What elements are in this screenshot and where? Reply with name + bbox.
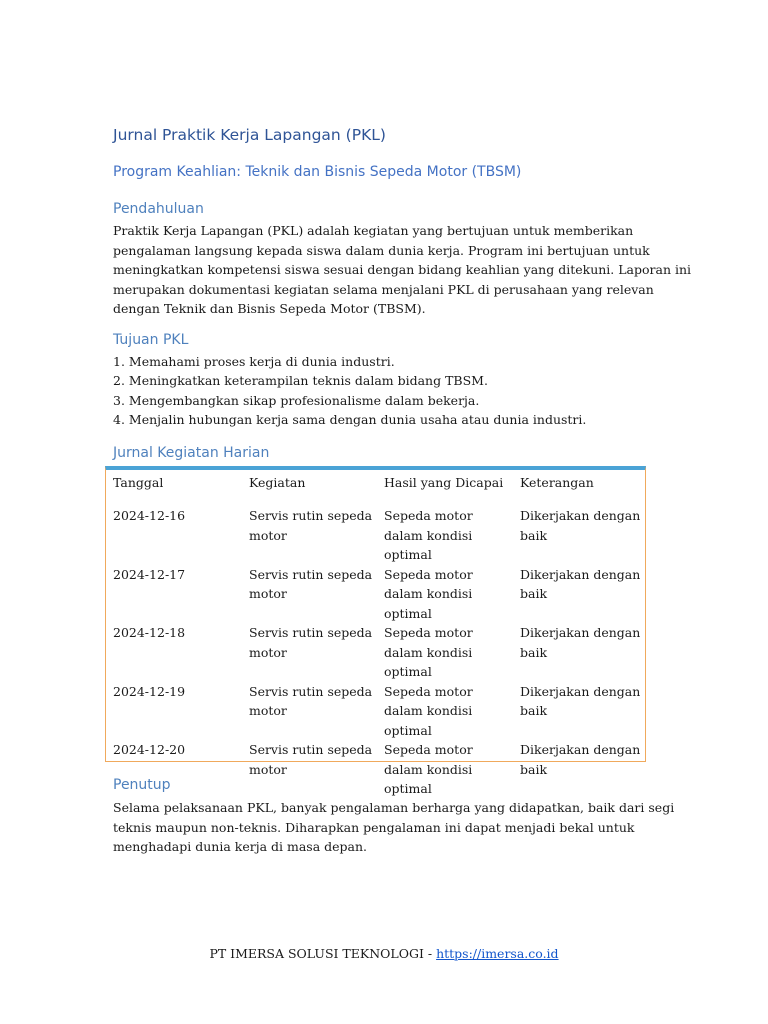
cell-activity: Servis rutin sepeda motor xyxy=(249,742,373,777)
closing-paragraph xyxy=(113,798,675,857)
cell-date: 2024-12-18 xyxy=(113,625,186,640)
column-header: Kegiatan xyxy=(249,475,306,490)
cell-note: Dikerjakan dengan baik xyxy=(520,566,641,601)
cell-note: Dikerjakan dengan baik xyxy=(520,508,641,543)
closing-heading: Penutup xyxy=(113,777,171,793)
goals-list xyxy=(113,352,586,430)
closing-line: Selama pelaksanaan PKL, banyak pengalaman berharga yang didapatkan, baik dari segi xyxy=(113,800,675,815)
cell-note: Dikerjakan dengan baik xyxy=(520,742,641,777)
cell-note: Dikerjakan dengan baik xyxy=(520,683,641,718)
intro-paragraph xyxy=(113,221,692,319)
goals-heading: Tujuan PKL xyxy=(113,332,189,348)
closing-line: menghadapi dunia kerja di masa depan. xyxy=(113,839,368,854)
footer-company: PT IMERSA SOLUSI TEKNOLOGI - xyxy=(209,946,437,961)
column-header: Tanggal xyxy=(113,475,164,490)
table-row xyxy=(106,506,647,565)
column-header: Hasil yang Dicapai xyxy=(384,475,504,490)
cell-result: Sepeda motor dalam kondisi optimal xyxy=(384,683,473,738)
cell-activity: Servis rutin sepeda motor xyxy=(249,508,373,543)
list-item: 2. Meningkatkan keterampilan teknis dalam bidang TBSM. xyxy=(113,373,488,389)
cell-activity: Servis rutin sepeda motor xyxy=(249,683,373,718)
intro-line: pengalaman langsung kepada siswa dalam dunia kerja. Program ini bertujuan untuk xyxy=(113,242,650,258)
cell-activity: Servis rutin sepeda motor xyxy=(249,566,373,601)
intro-line: Praktik Kerja Lapangan (PKL) adalah kegiatan yang bertujuan untuk memberikan xyxy=(113,223,634,238)
cell-activity: Servis rutin sepeda motor xyxy=(249,625,373,660)
table-row xyxy=(106,623,647,682)
cell-note: Dikerjakan dengan baik xyxy=(520,625,641,660)
document-title: Jurnal Praktik Kerja Lapangan (PKL) xyxy=(113,126,386,144)
cell-date: 2024-12-19 xyxy=(113,683,186,699)
list-item: 3. Mengembangkan sikap profesionalisme dalam bekerja. xyxy=(113,392,480,408)
table-row xyxy=(106,740,647,799)
list-item: 1. Memahami proses kerja di dunia industri. xyxy=(113,354,395,369)
intro-heading: Pendahuluan xyxy=(113,201,204,217)
footer-website-link[interactable]: https://imersa.co.id xyxy=(436,946,559,961)
cell-result: Sepeda motor dalam kondisi optimal xyxy=(384,625,473,679)
column-header: Keterangan xyxy=(520,475,594,490)
cell-date: 2024-12-17 xyxy=(113,566,186,582)
closing-line: teknis maupun non-teknis. Diharapkan pengalaman ini dapat menjadi bekal untuk xyxy=(113,819,635,835)
cell-date: 2024-12-16 xyxy=(113,508,186,523)
intro-line: dengan Teknik dan Bisnis Sepeda Motor (TBSM). xyxy=(113,301,426,316)
intro-line: meningkatkan kompetensi siswa sesuai dengan bidang keahlian yang ditekuni. Laporan ini xyxy=(113,262,692,277)
cell-result: Sepeda motor dalam kondisi optimal xyxy=(384,742,473,796)
cell-result: Sepeda motor dalam kondisi optimal xyxy=(384,566,473,621)
cell-date: 2024-12-20 xyxy=(113,742,186,757)
journal-heading: Jurnal Kegiatan Harian xyxy=(113,445,270,461)
page-footer xyxy=(0,946,768,961)
cell-result: Sepeda motor dalam kondisi optimal xyxy=(384,508,473,562)
table-header-row xyxy=(106,470,647,506)
list-item: 4. Menjalin hubungan kerja sama dengan dunia usaha atau dunia industri. xyxy=(113,412,587,428)
intro-line: merupakan dokumentasi kegiatan selama menjalani PKL di perusahaan yang relevan xyxy=(113,281,654,297)
table-row xyxy=(106,565,647,624)
program-heading: Program Keahlian: Teknik dan Bisnis Sepeda Motor (TBSM) xyxy=(113,164,522,180)
table-row xyxy=(106,682,647,741)
